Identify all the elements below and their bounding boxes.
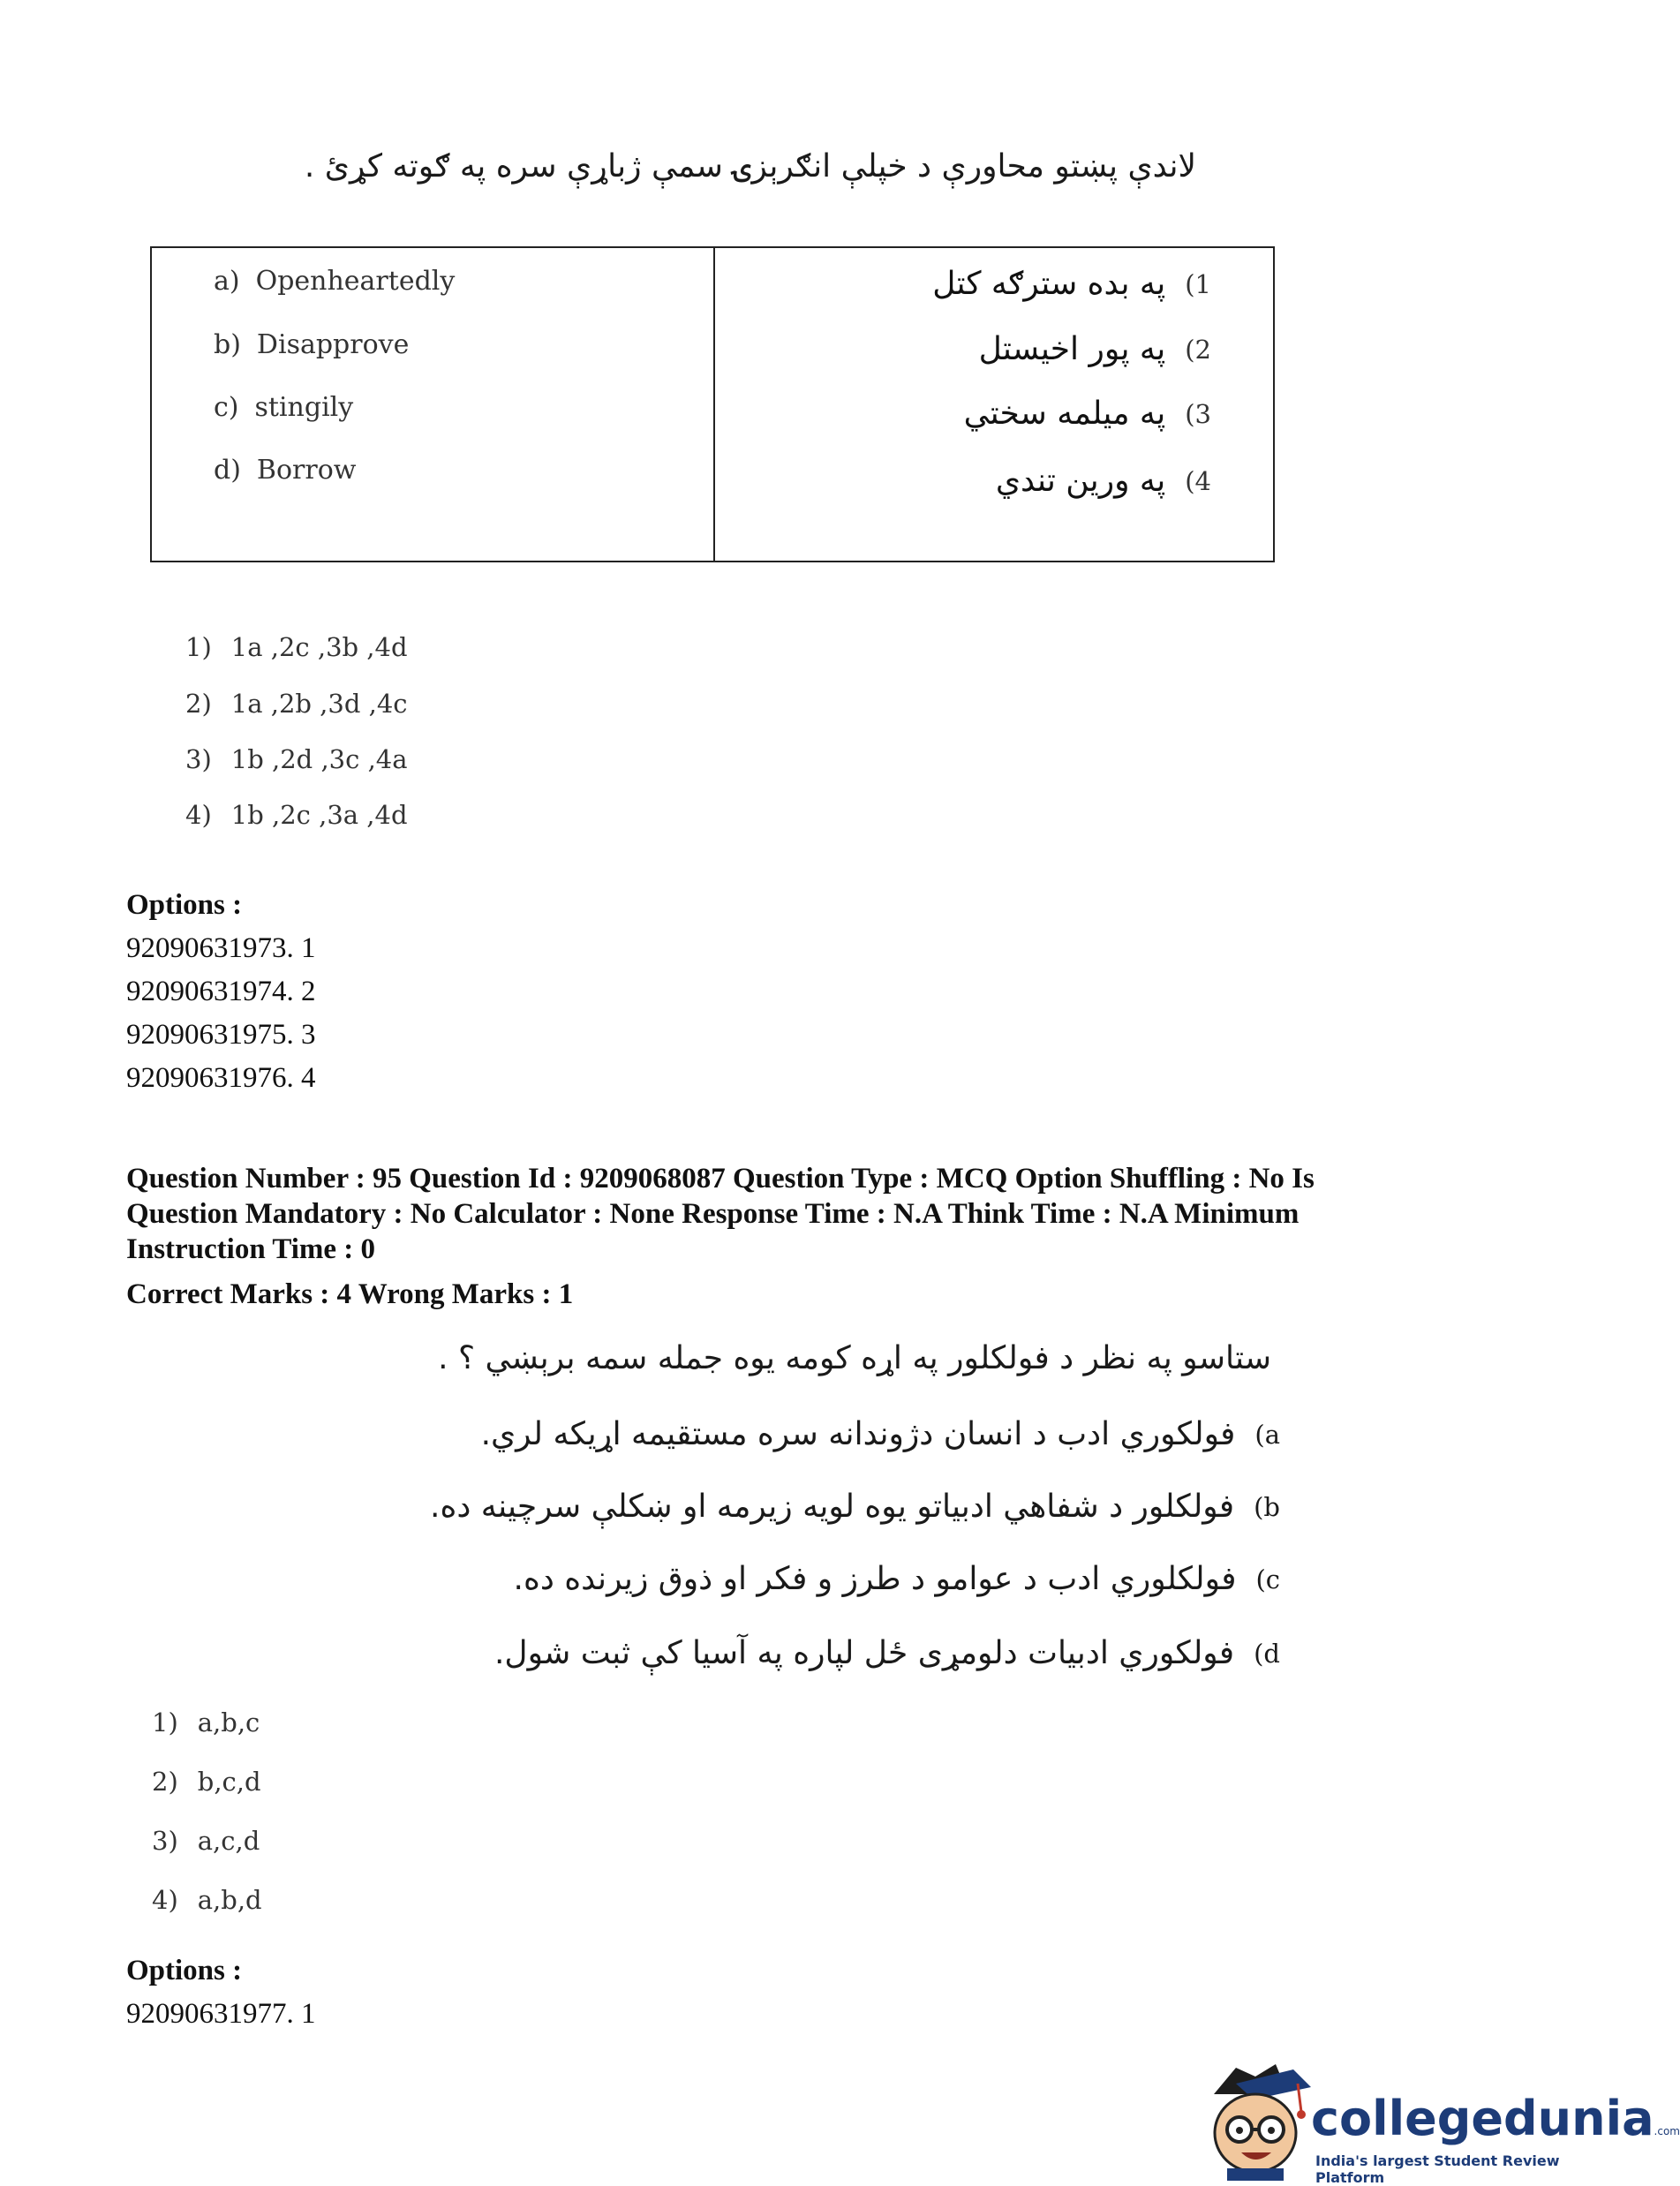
options-label: Options : [126, 889, 243, 921]
question-95-text: ستاسو په نظر د فولکلور په اړه کومه یوه جمله سمه برېښي ؟ . [438, 1340, 1271, 1376]
english-item: b) Disapprove [214, 329, 410, 360]
answer-choice: 3) 1b ,2d ,3c ,4a [185, 744, 408, 774]
logo-wordmark: collegedunia.com [1311, 2091, 1680, 2146]
statement-c: (c فولکلوري ادب د عوامو د طرز و فکر او ذوق زیرنده ده. [513, 1561, 1280, 1597]
statement-b: (b فولکلور د شفاهي ادبیاتو یوه لویه زیرمه او ښکلې سرچینه ده. [430, 1489, 1280, 1525]
option-id: 92090631977. 1 [126, 1998, 316, 2030]
option-id: 92090631973. 1 [126, 932, 316, 964]
pashto-item: په بده سترګه کتل (1 [932, 266, 1211, 302]
marks-line: Correct Marks : 4 Wrong Marks : 1 [126, 1278, 574, 1310]
options-label: Options : [126, 1955, 243, 1986]
answer-choice: 4) a,b,d [152, 1885, 262, 1915]
pashto-item: په ورین تندي (4 [995, 463, 1211, 499]
answer-choice: 3) a,c,d [152, 1826, 260, 1856]
answer-choice: 2) b,c,d [152, 1767, 261, 1797]
english-item: a) Openheartedly [214, 266, 456, 297]
collegedunia-logo [1201, 2057, 1680, 2186]
answer-choice: 1) a,b,c [152, 1707, 260, 1737]
answer-choice: 4) 1b ,2c ,3a ,4d [185, 800, 408, 830]
match-table-pashto-column [715, 248, 1273, 561]
statement-d: (d فولکوري ادبیات دلومړی ځل لپاره په آسیا کې ثبت شول. [493, 1635, 1280, 1671]
match-table-english-column [152, 248, 715, 561]
option-id: 92090631975. 3 [126, 1019, 316, 1051]
question-95-metadata: Question Number : 95 Question Id : 9209068087 Question Type : MCQ Option Shuffling : No Is Question Mandatory : No Calculator : None Response Time : N.A Think Time : N.A Minimum Instruction Time : 0 [126, 1163, 1315, 1265]
answer-choice: 2) 1a ,2b ,3d ,4c [185, 689, 408, 719]
option-id: 92090631974. 2 [126, 976, 316, 1007]
pashto-item: په میلمه سختي (3 [963, 396, 1211, 432]
statement-a: (a فولکوري ادب د انسان دژوندانه سره مستقیمه اړیکه لري. [480, 1416, 1280, 1452]
pashto-item: په پور اخیستل (2 [978, 331, 1211, 367]
english-item: c) stingily [214, 392, 354, 423]
match-table [150, 246, 1275, 562]
answer-choice: 1) 1a ,2c ,3b ,4d [185, 632, 408, 662]
option-id: 92090631976. 4 [126, 1062, 316, 1094]
question-94-heading: لاندې پښتو محاورې د خپلې انګرېزۍ سمې ژباړې سره په ګوته کړئ . [304, 148, 1197, 185]
mascot-icon [1201, 2057, 1315, 2181]
english-item: d) Borrow [214, 455, 357, 486]
logo-tagline: India's largest Student Review Platform [1315, 2152, 1560, 2186]
